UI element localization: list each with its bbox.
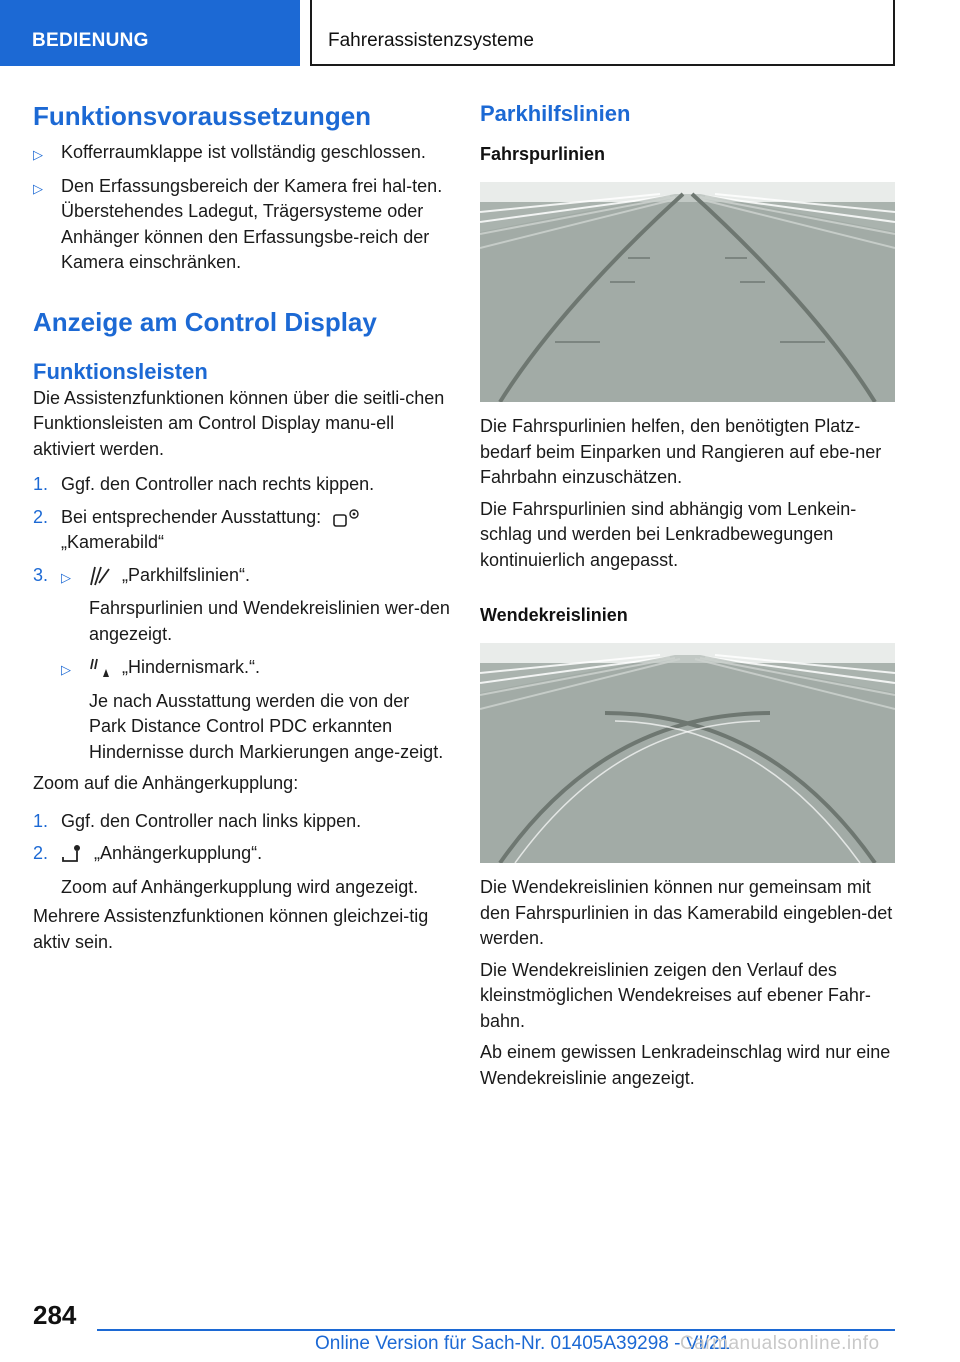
online-version: Online Version für Sach-Nr. 01405A39298 - VI/21 [315, 1333, 731, 1354]
step-item: 1. Ggf. den Controller nach rechts kippen. [33, 474, 375, 494]
camera-settings-icon [332, 507, 362, 529]
left-column [33, 100, 451, 955]
paragraph: Die Fahrspurlinien sind abhängig vom Lenkein-schlag und werden bei Lenkradbewegungen kontinuierlich angepasst. [480, 498, 857, 570]
paragraph: Die Wendekreislinien können nur gemeinsam mit den Fahrspurlinien in das Kamerabild eingeblen-det werden. [480, 877, 893, 948]
trailer-hitch-icon [61, 843, 83, 865]
paragraph: Die Assistenzfunktionen können über die seitli-chen Funktionsleisten am Control Display manu-ell aktiviert werden. [33, 387, 445, 459]
paragraph: Ab einem gewissen Lenkradeinschlag wird nur eine Wendekreislinie angezeigt. [480, 1042, 891, 1088]
turning-lines-figure [480, 643, 895, 863]
paragraph: Die Wendekreislinien zeigen den Verlauf des kleinstmöglichen Wendekreises auf ebener Fahr-bahn. [480, 959, 871, 1031]
triangle-bullet-icon: ▷ [61, 662, 71, 677]
heading-parking-lines: Parkhilfslinien [480, 101, 631, 126]
step-item: 2. Bei entsprechender Ausstattung: „Kamerabild“ [33, 505, 451, 556]
right-column [480, 100, 900, 1091]
triangle-bullet-icon: ▷ [33, 180, 43, 196]
sub-item: ▷ „Hindernismark.“. Je nach Ausstattung werden die von der Park Distance Control PDC erkannten Hindernisse durch Markierungen ange-zeigt. [61, 657, 444, 762]
list-item: ▷ Den Erfassungsbereich der Kamera frei hal-ten. Überstehendes Ladegut, Trägersysteme oder Anhänger können den Erfassungsbe-reich der Kamera einschränken. [33, 175, 443, 272]
lane-lines-figure [480, 182, 895, 402]
paragraph: Zoom auf die Anhängerkupplung: [33, 773, 299, 793]
heading-function-bars: Funktionsleisten [33, 358, 208, 384]
watermark: Carmanualsonline.info [680, 1333, 880, 1354]
list-item: ▷ Kofferraumklappe ist vollständig geschlossen. [33, 140, 451, 166]
triangle-bullet-icon: ▷ [61, 569, 71, 585]
heading-turning-lines: Wendekreislinien [480, 605, 628, 625]
paragraph: Mehrere Assistenzfunktionen können gleichzei-tig aktiv sein. [33, 906, 429, 952]
heading-display: Anzeige am Control Display [33, 306, 377, 337]
sub-item: ▷ „Parkhilfslinien“. Fahrspurlinien und Wendekreislinien wer-den angezeigt. [61, 564, 450, 644]
paragraph: Die Fahrspurlinien helfen, den benötigten Platz-bedarf beim Einparken und Rangieren auf ebe-ner Fahrbahn einzuschätzen. [480, 416, 882, 487]
parking-lines-icon [89, 565, 111, 587]
step-item: 1. Ggf. den Controller nach links kippen. [33, 810, 362, 831]
chapter-tab: BEDIENUNG [0, 0, 300, 66]
footer-divider [97, 1329, 895, 1331]
step-item: 2. „Anhängerkupplung“. Zoom auf Anhängerkupplung wird angezeigt. [33, 843, 419, 897]
page-number: 284 [33, 1300, 77, 1330]
heading-lane-lines: Fahrspurlinien [480, 144, 606, 164]
section-title: Fahrerassistenzsysteme [310, 0, 895, 66]
triangle-bullet-icon: ▷ [33, 147, 43, 162]
obstacle-marker-icon [89, 657, 111, 679]
step-item: 3. ▷ „Parkhilfslinien“. Fahrspurlinien und Wendekreislinien wer-den angezeigt. ▷ „Hindernismark.“. Je nach Ausstattung werden die von der Park Distance Control PDC erkannten Hindernisse durch Markierungen ange-zeigt. [33, 563, 451, 766]
heading-prerequisites: Funktionsvoraussetzungen [33, 101, 372, 131]
